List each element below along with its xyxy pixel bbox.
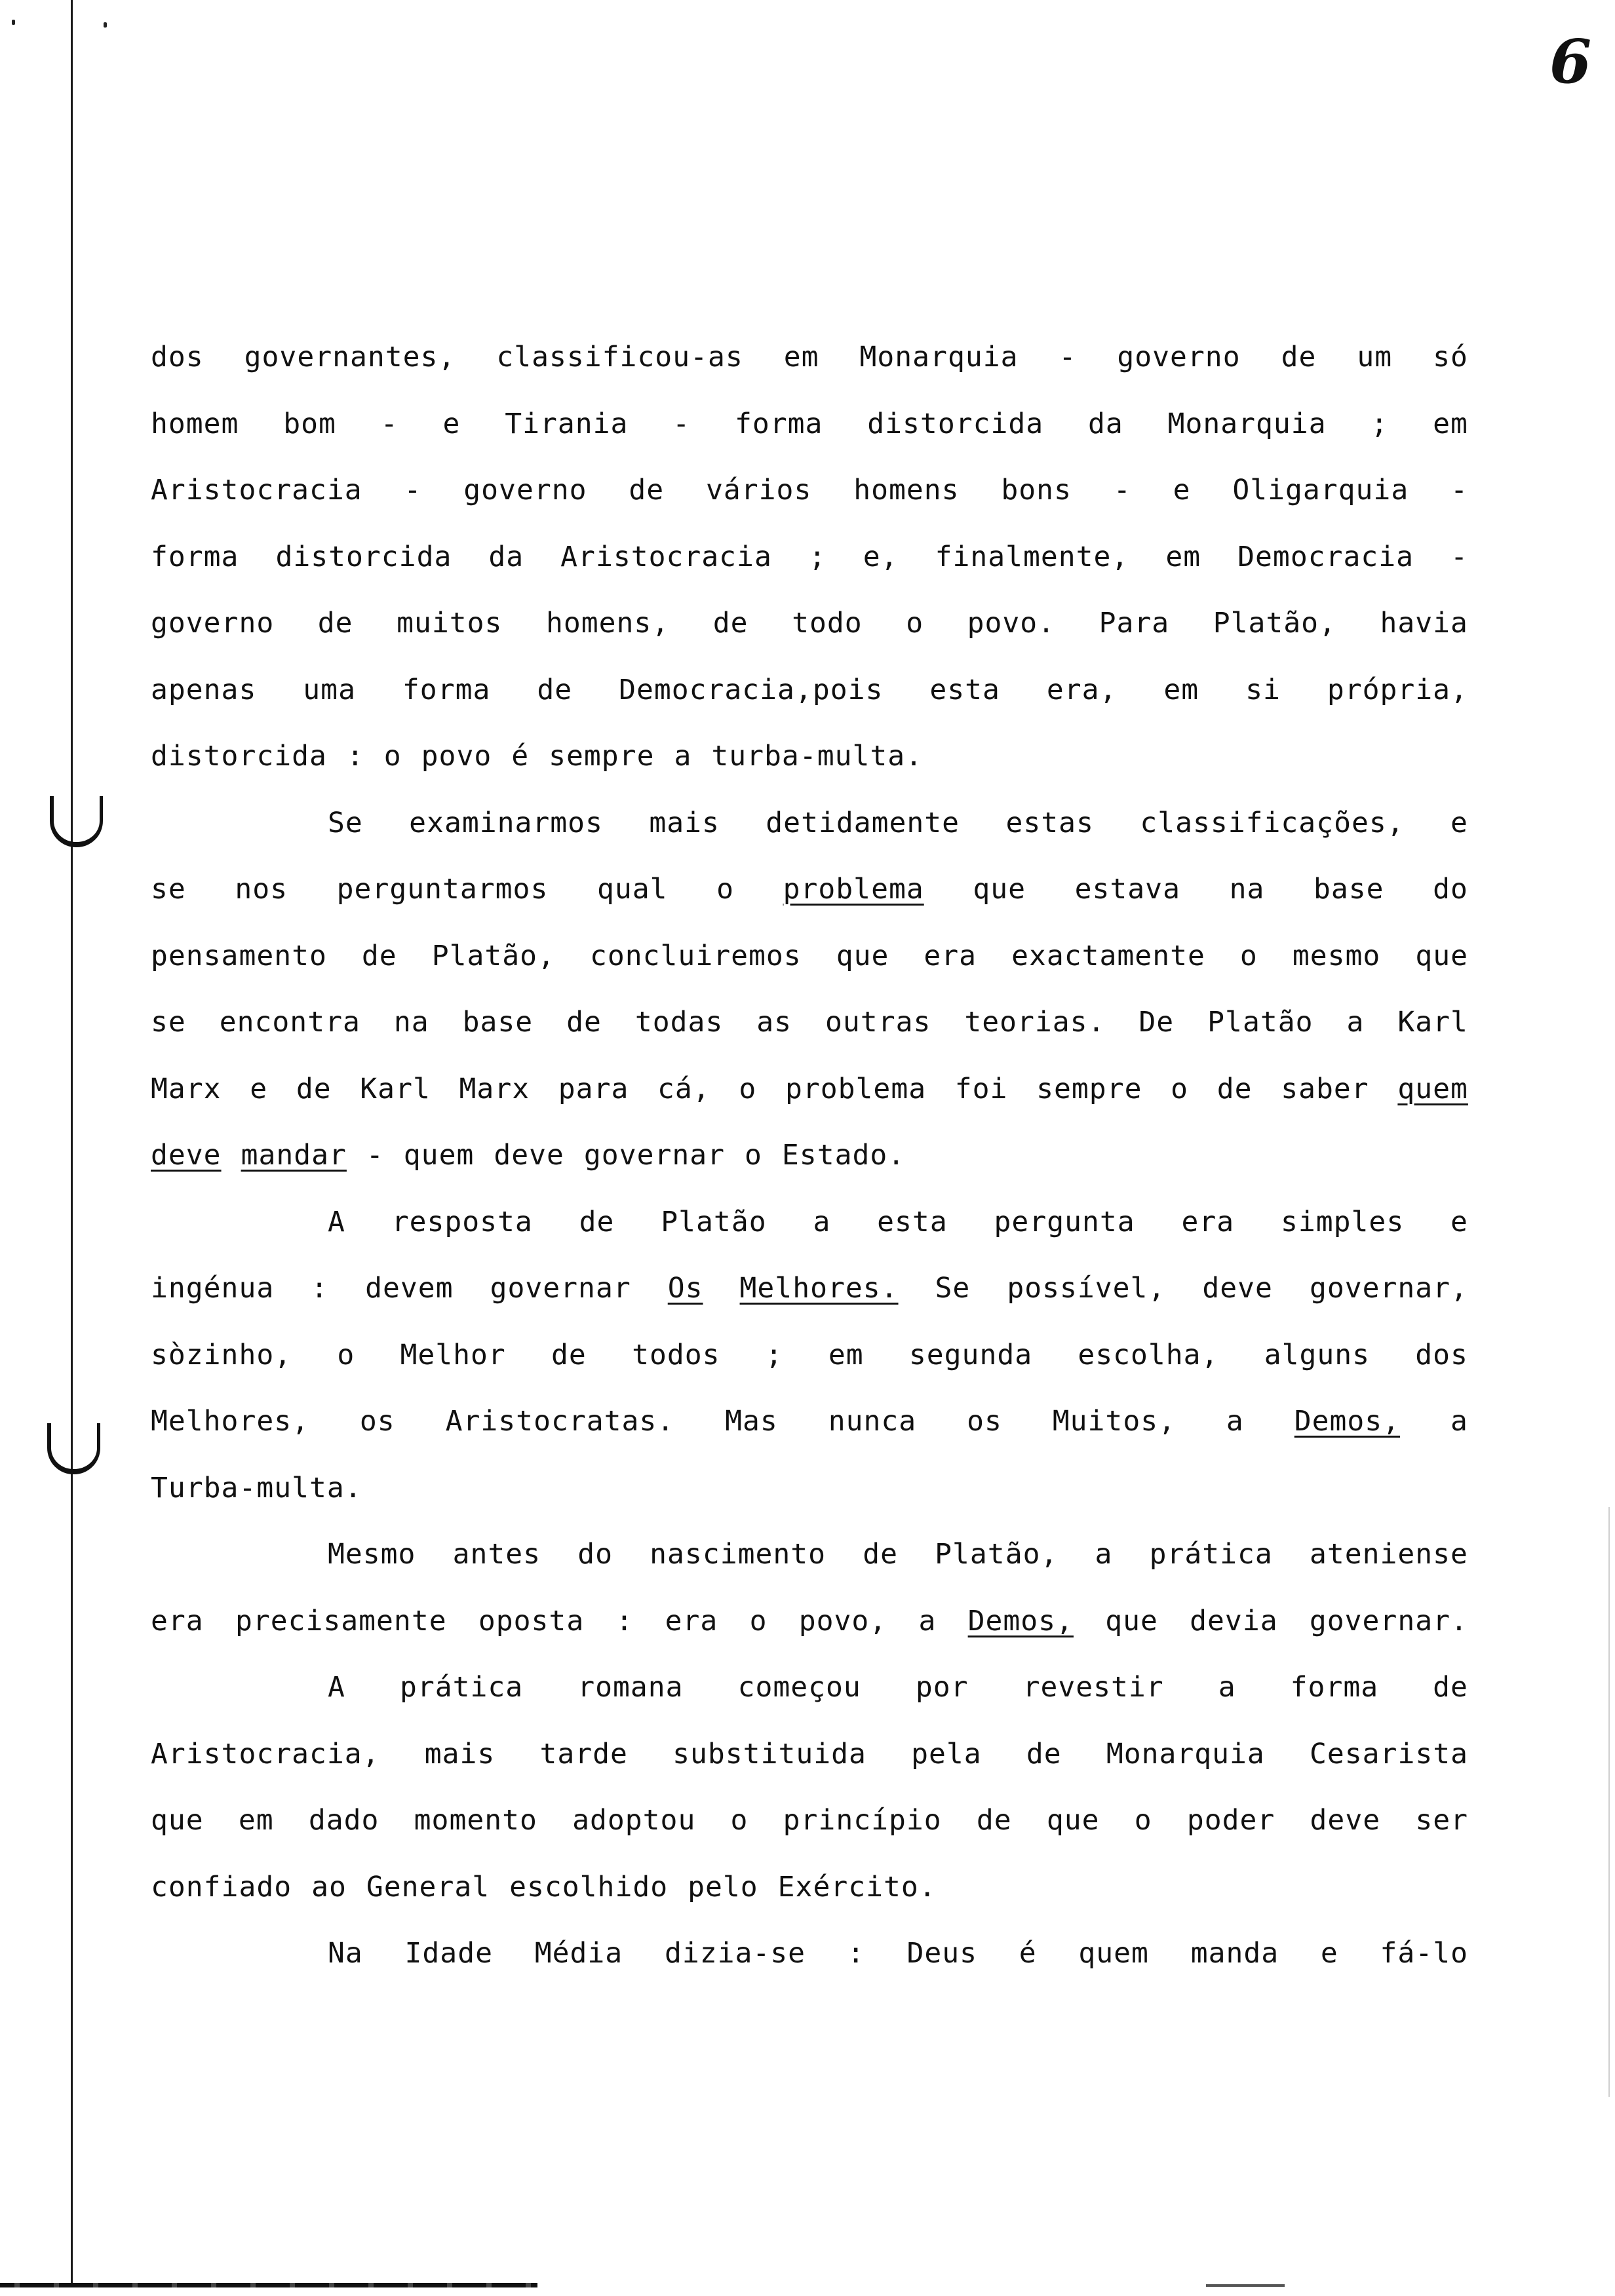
word: ser [1415, 1804, 1468, 1837]
word: - [672, 407, 691, 440]
word: todas [634, 1006, 724, 1039]
word: nunca [828, 1405, 917, 1438]
word: de [296, 1072, 332, 1105]
bottom-edge-rule [0, 2283, 537, 2287]
text-line [151, 740, 1468, 807]
word: governar [583, 1139, 726, 1172]
word: de [1433, 1671, 1468, 1704]
word: povo. [967, 607, 1056, 640]
word: qual [596, 873, 668, 906]
word: em [828, 1338, 864, 1371]
word: fá-lo [1380, 1937, 1468, 1970]
word: de [1026, 1737, 1062, 1770]
text-line [151, 1339, 1468, 1406]
word: alguns [1264, 1338, 1371, 1371]
word: poder [1186, 1804, 1275, 1837]
text-line [151, 1605, 1468, 1672]
word: Marx [459, 1072, 530, 1105]
word: é [1019, 1937, 1037, 1970]
word: deve [1202, 1272, 1273, 1305]
word: confiado [151, 1870, 292, 1904]
word: Mesmo [328, 1538, 416, 1571]
word: para [558, 1072, 629, 1105]
word: o [730, 1804, 749, 1837]
word: base [1313, 873, 1384, 906]
word: que [1415, 939, 1468, 972]
word: e [1173, 474, 1191, 507]
word: ingénua [151, 1272, 275, 1305]
word: detidamente [766, 806, 960, 839]
word: Platão, [935, 1538, 1059, 1571]
word: prática [399, 1671, 524, 1704]
word: da [488, 540, 524, 573]
text-line [151, 1073, 1468, 1139]
word: e, [863, 540, 899, 573]
word: a [813, 1205, 831, 1238]
word: o [1171, 1072, 1189, 1105]
word: que [1105, 1604, 1158, 1637]
word: momento [414, 1804, 537, 1837]
word: Monarquia [1106, 1737, 1265, 1770]
punch-hole-mark-upper [50, 796, 103, 847]
word: revestir [1022, 1671, 1164, 1704]
word: Melhores, [151, 1405, 309, 1438]
word: De [1138, 1006, 1175, 1039]
word: um [1357, 341, 1393, 373]
text-line [151, 474, 1468, 541]
text-line [151, 607, 1468, 674]
word: resposta [391, 1205, 533, 1238]
word: Idade [404, 1937, 493, 1970]
word: - [1450, 540, 1468, 573]
word: Democracia,pois [619, 673, 884, 706]
word: era [1181, 1205, 1235, 1238]
word: A [328, 1671, 345, 1704]
word: era [665, 1604, 718, 1637]
word: Monarquia [859, 341, 1019, 373]
word: o [739, 1072, 757, 1105]
word: quem [1078, 1937, 1149, 1970]
word: a [1095, 1538, 1113, 1571]
left-margin-rule [71, 0, 73, 2287]
word: pelo [688, 1870, 758, 1904]
text-line [151, 408, 1468, 474]
word: Oligarquia [1232, 474, 1409, 507]
scan-speck [12, 20, 15, 25]
word: simples [1280, 1205, 1405, 1238]
word: - [1113, 474, 1131, 507]
word: vários [706, 474, 812, 507]
underlined-word: quem [1397, 1072, 1468, 1105]
word: de [551, 1338, 587, 1371]
word: povo, [798, 1604, 887, 1637]
word: Aristocracia [151, 474, 362, 507]
word: governar, [1309, 1272, 1468, 1305]
word: própria, [1327, 673, 1468, 706]
word: devia [1190, 1604, 1278, 1637]
text-line [151, 541, 1468, 607]
word: governo [151, 607, 275, 640]
word: e [250, 1072, 268, 1105]
word: as [756, 1006, 792, 1039]
word: governo [1117, 341, 1241, 373]
word: de [863, 1538, 898, 1571]
text-line [151, 807, 1468, 873]
word: que [836, 939, 889, 972]
word: nascimento [650, 1538, 827, 1571]
word: ; [1371, 407, 1389, 440]
word: em [1433, 407, 1468, 440]
word: turba-multa. [711, 740, 924, 773]
word: de [1216, 1072, 1253, 1105]
word: e [442, 407, 461, 440]
underlined-word: Melhores. [739, 1272, 899, 1305]
word: e [1450, 1205, 1468, 1238]
word: de [976, 1804, 1012, 1837]
word: : [615, 1604, 634, 1637]
word: bom [283, 407, 336, 440]
text-line [151, 1405, 1468, 1472]
word: começou [737, 1671, 861, 1704]
word: antes [452, 1538, 541, 1571]
text-line [151, 940, 1468, 1006]
word: tarde [539, 1737, 628, 1770]
underlined-word: Demos, [967, 1604, 1074, 1637]
word: havia [1380, 607, 1468, 640]
word: Aristocratas. [445, 1405, 675, 1438]
word: o [716, 873, 735, 906]
word: pergunta [994, 1205, 1135, 1238]
word: possível, [1007, 1272, 1166, 1305]
word: e [1450, 806, 1468, 839]
word: povo [421, 740, 492, 773]
word: : [311, 1272, 329, 1305]
scan-speck [104, 22, 107, 28]
word: a [1346, 1006, 1365, 1039]
word: exactamente [1011, 939, 1205, 972]
word: escolhido [509, 1870, 669, 1904]
word: do [1433, 873, 1468, 906]
text-line [151, 1538, 1468, 1605]
text-line [151, 873, 1468, 940]
word: estas [1005, 806, 1094, 839]
word: de [579, 1205, 615, 1238]
word: : [847, 1937, 865, 1970]
word: nos [235, 873, 288, 906]
text-line [151, 1472, 1468, 1539]
word: da [1087, 407, 1123, 440]
word: Para [1099, 607, 1170, 640]
word: Exército. [777, 1870, 937, 1904]
word: de [361, 939, 397, 972]
word: Aristocracia, [151, 1737, 380, 1770]
word: Marx [151, 1072, 222, 1105]
word: forma [734, 407, 823, 440]
word: escolha, [1078, 1338, 1219, 1371]
word: a [1226, 1405, 1244, 1438]
word: governo [463, 474, 587, 507]
word: manda [1190, 1937, 1279, 1970]
word: classificações, [1140, 806, 1405, 839]
word: Platão [1207, 1006, 1313, 1039]
word: Karl [1397, 1006, 1468, 1039]
word: de [317, 607, 353, 640]
word: teorias. [964, 1006, 1106, 1039]
word: o [1239, 939, 1258, 972]
text-line [151, 1937, 1468, 2004]
word: pensamento [151, 939, 327, 972]
word: Platão, [431, 939, 555, 972]
word: de [537, 673, 573, 706]
word: deve [494, 1139, 564, 1172]
word: problema [785, 1072, 927, 1105]
word: os [967, 1405, 1002, 1438]
word: forma [402, 673, 491, 706]
word: dos [151, 341, 204, 373]
word: sòzinho, [151, 1338, 292, 1371]
body-text [151, 341, 1468, 2004]
word: precisamente [235, 1604, 447, 1637]
word: e [1320, 1937, 1338, 1970]
word: só [1433, 341, 1468, 373]
word: de [566, 1006, 602, 1039]
text-line [151, 1206, 1468, 1272]
word: ; [808, 540, 827, 573]
text-line [151, 1272, 1468, 1339]
word: bons [1001, 474, 1072, 507]
text-line [151, 1871, 1468, 1938]
word: saber [1281, 1072, 1369, 1105]
underlined-word: Demos, [1294, 1405, 1401, 1438]
underlined-word: deve [151, 1139, 222, 1172]
word: todos [632, 1338, 720, 1371]
word: distorcida [867, 407, 1044, 440]
word: mais [649, 806, 720, 839]
word: Se [328, 806, 363, 839]
word: Karl [360, 1072, 431, 1105]
word: o [337, 1338, 355, 1371]
word: forma [1290, 1671, 1379, 1704]
word: - [1450, 474, 1468, 507]
word: de [629, 474, 665, 507]
word: esta [929, 673, 1000, 706]
word: em [1163, 673, 1199, 706]
word: forma [151, 540, 239, 573]
word: dado [308, 1804, 379, 1837]
word: prática [1149, 1538, 1273, 1571]
word: Platão [661, 1205, 767, 1238]
text-line [151, 341, 1468, 408]
word: o [906, 607, 924, 640]
word: de [1281, 341, 1317, 373]
word: dizia-se [664, 1937, 806, 1970]
word: Democracia [1237, 540, 1414, 573]
word: uma [303, 673, 356, 706]
text-line [151, 1804, 1468, 1871]
word: Turba-multa. [151, 1471, 362, 1504]
word: foi [954, 1072, 1008, 1105]
word: a [674, 740, 692, 773]
word: outras [825, 1006, 931, 1039]
word: Cesarista [1310, 1737, 1468, 1770]
word: de [712, 607, 749, 640]
word: por [915, 1671, 969, 1704]
text-line [151, 1139, 1468, 1206]
word: adoptou [572, 1804, 696, 1837]
underlined-word: problema [783, 873, 924, 906]
word: o [383, 740, 402, 773]
text-line [151, 1738, 1468, 1805]
word: a [1450, 1405, 1468, 1438]
word: Média [534, 1937, 623, 1970]
word: : [346, 740, 364, 773]
word: do [577, 1538, 613, 1571]
word: Platão, [1213, 607, 1336, 640]
word: Muitos, [1052, 1405, 1176, 1438]
word: encontra [219, 1006, 360, 1039]
word: - [1059, 341, 1077, 373]
word: concluiremos [589, 939, 802, 972]
word: esta [877, 1205, 948, 1238]
word: todo [792, 607, 863, 640]
word: Mas [725, 1405, 778, 1438]
word: mesmo [1292, 939, 1381, 972]
word: homem [151, 407, 239, 440]
page-number: 6 [1549, 26, 1592, 97]
word: na [1229, 873, 1265, 906]
word: estava [1074, 873, 1180, 906]
word: os [359, 1405, 395, 1438]
word: que [973, 873, 1026, 906]
word: muitos [397, 607, 503, 640]
word: deve [1310, 1804, 1381, 1837]
word: a [1218, 1671, 1236, 1704]
word: sempre [1036, 1072, 1142, 1105]
word: - [404, 474, 422, 507]
word: na [393, 1006, 429, 1039]
word: Aristocracia [560, 540, 772, 573]
word: ateniense [1309, 1538, 1468, 1571]
word: distorcida [275, 540, 452, 573]
word: que [151, 1804, 204, 1837]
word: finalmente, [935, 540, 1129, 573]
underlined-word: mandar [241, 1139, 347, 1172]
word: era, [1046, 673, 1118, 706]
word: cá, [657, 1072, 710, 1105]
word: se [151, 1006, 186, 1039]
text-line [151, 674, 1468, 740]
word: Melhor [400, 1338, 506, 1371]
word: Monarquia [1167, 407, 1327, 440]
word: quem [403, 1139, 475, 1172]
word: distorcida [151, 740, 327, 773]
right-edge-shadow [1608, 1507, 1610, 2097]
text-line [151, 1671, 1468, 1738]
word: em [238, 1804, 274, 1837]
word: segunda [908, 1338, 1033, 1371]
word: romana [577, 1671, 684, 1704]
word: base [462, 1006, 534, 1039]
word: o [1134, 1804, 1152, 1837]
word: Na [328, 1937, 363, 1970]
word: em [783, 341, 819, 373]
word: Estado. [781, 1139, 906, 1172]
word: - [380, 407, 399, 440]
word: devem [365, 1272, 454, 1305]
word: governantes, [244, 341, 456, 373]
word: governar. [1309, 1604, 1468, 1637]
word: oposta [478, 1604, 585, 1637]
word: classificou-as [496, 341, 743, 373]
word: era [924, 939, 977, 972]
word: A [328, 1205, 345, 1238]
word: se [151, 873, 186, 906]
word: homens, [545, 607, 670, 640]
word: Se [935, 1272, 971, 1305]
word: a [918, 1604, 937, 1637]
word: o [745, 1139, 762, 1172]
word: que [1046, 1804, 1100, 1837]
word: substituida [672, 1737, 866, 1770]
word: ; [765, 1338, 783, 1371]
word: - [366, 1139, 384, 1172]
word: era [151, 1604, 204, 1637]
bottom-edge-rule-fragment [1206, 2284, 1285, 2287]
word: ao [311, 1870, 347, 1904]
word: princípio [783, 1804, 942, 1837]
word: Deus [906, 1937, 977, 1970]
word: si [1245, 673, 1281, 706]
word: perguntarmos [336, 873, 549, 906]
word: General [366, 1870, 490, 1904]
word: Tirania [505, 407, 629, 440]
underlined-word: Os [667, 1272, 703, 1305]
word: pela [911, 1737, 982, 1770]
word: sempre [549, 740, 655, 773]
word: em [1165, 540, 1201, 573]
punch-hole-mark-lower [47, 1423, 100, 1474]
word: mais [424, 1737, 496, 1770]
word: apenas [151, 673, 257, 706]
word: é [511, 740, 530, 773]
text-line [151, 1006, 1468, 1073]
word: examinarmos [409, 806, 603, 839]
word: o [749, 1604, 768, 1637]
word: dos [1415, 1338, 1468, 1371]
word: governar [490, 1272, 631, 1305]
word: homens [853, 474, 960, 507]
